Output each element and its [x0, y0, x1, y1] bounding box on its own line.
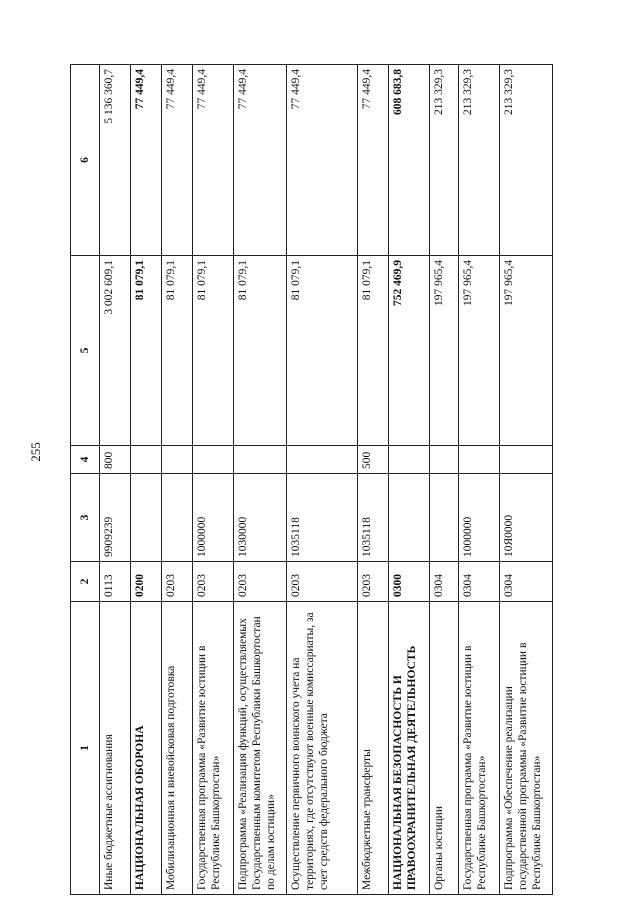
row-name: Государственная программа «Развитие юстиции в Республике Башкортостан»: [459, 602, 500, 895]
table-container: [70, 65, 544, 895]
target-code: [131, 474, 162, 562]
amount-col5: 81 079,1: [162, 256, 193, 446]
section-code: 0203: [193, 562, 234, 602]
expense-type-code: 800: [100, 446, 131, 474]
amount-col6: 77 449,4: [287, 65, 358, 256]
target-code: 1000000: [459, 474, 500, 562]
expense-type-code: [459, 446, 500, 474]
amount-col5: 752 469,9: [389, 256, 430, 446]
amount-col5: 197 965,4: [430, 256, 459, 446]
expense-type-code: [162, 446, 193, 474]
section-code: 0304: [430, 562, 459, 602]
table-row: [100, 65, 131, 895]
amount-col5: 197 965,4: [500, 256, 553, 446]
target-code: 1000000: [193, 474, 234, 562]
section-code: 0203: [234, 562, 287, 602]
section-code: 0304: [500, 562, 553, 602]
amount-col5: 81 079,1: [131, 256, 162, 446]
section-code: 0304: [459, 562, 500, 602]
target-code: 1035118: [358, 474, 389, 562]
amount-col6: 5 136 360,7: [100, 65, 131, 256]
table-row: [162, 65, 193, 895]
row-name: НАЦИОНАЛЬНАЯ ОБОРОНА: [131, 602, 162, 895]
table-row: [193, 65, 234, 895]
expense-type-code: [500, 446, 553, 474]
expense-type-code: [234, 446, 287, 474]
header-cell: 1: [71, 602, 100, 895]
table-row: [389, 65, 430, 895]
page-number: 255: [28, 442, 43, 462]
header-cell: 2: [71, 562, 100, 602]
header-cell: 3: [71, 474, 100, 562]
amount-col6: 77 449,4: [358, 65, 389, 256]
section-code: 0203: [358, 562, 389, 602]
target-code: [430, 474, 459, 562]
section-code: 0300: [389, 562, 430, 602]
row-name: Мобилизационная и вневойсковая подготовка: [162, 602, 193, 895]
table-row: [287, 65, 358, 895]
section-code: 0113: [100, 562, 131, 602]
amount-col5: 81 079,1: [193, 256, 234, 446]
row-name: Государственная программа «Развитие юстиции в Республике Башкортостан»: [193, 602, 234, 895]
amount-col6: 213 329,3: [500, 65, 553, 256]
table-row: [500, 65, 553, 895]
amount-col5: 81 079,1: [287, 256, 358, 446]
amount-col6: 77 449,4: [234, 65, 287, 256]
row-name: Межбюджетные трансферты: [358, 602, 389, 895]
row-name: Осуществление первичного воинского учета на территориях, где отсутствуют военные комиссариаты, за счет средств федерального бюджета: [287, 602, 358, 895]
table-row: [358, 65, 389, 895]
amount-col5: 81 079,1: [358, 256, 389, 446]
amount-col6: 77 449,4: [162, 65, 193, 256]
amount-col6: 213 329,3: [430, 65, 459, 256]
expense-type-code: [287, 446, 358, 474]
amount-col5: 3 002 609,1: [100, 256, 131, 446]
header-cell: 5: [71, 256, 100, 446]
target-code: [389, 474, 430, 562]
target-code: 1035118: [287, 474, 358, 562]
target-code: 9909239: [100, 474, 131, 562]
row-name: Органы юстиции: [430, 602, 459, 895]
amount-col6: 213 329,3: [459, 65, 500, 256]
amount-col6: 608 683,8: [389, 65, 430, 256]
table-row: [459, 65, 500, 895]
table-row: [131, 65, 162, 895]
expense-type-code: [389, 446, 430, 474]
target-code: 10Я0000: [500, 474, 553, 562]
expense-type-code: [131, 446, 162, 474]
target-code: [162, 474, 193, 562]
budget-table: [70, 64, 553, 895]
amount-col5: 81 079,1: [234, 256, 287, 446]
section-code: 0203: [162, 562, 193, 602]
row-name: НАЦИОНАЛЬНАЯ БЕЗОПАСНОСТЬ И ПРАВООХРАНИТЕЛЬНАЯ ДЕЯТЕЛЬНОСТЬ: [389, 602, 430, 895]
header-cell: 6: [71, 65, 100, 256]
amount-col5: 197 965,4: [459, 256, 500, 446]
row-name: Подпрограмма «Реализация функций, осуществляемых Государственным комитетом Республики Башкортостан по делам юстиции»: [234, 602, 287, 895]
expense-type-code: [193, 446, 234, 474]
amount-col6: 77 449,4: [131, 65, 162, 256]
expense-type-code: [430, 446, 459, 474]
expense-type-code: 500: [358, 446, 389, 474]
table-row: [430, 65, 459, 895]
section-code: 0203: [287, 562, 358, 602]
target-code: 1030000: [234, 474, 287, 562]
section-code: 0200: [131, 562, 162, 602]
table-row: [234, 65, 287, 895]
header-row: [71, 65, 100, 895]
row-name: Подпрограмма «Обеспечение реализации государственной программы «Развитие юстиции в Республике Башкортостан»: [500, 602, 553, 895]
header-cell: 4: [71, 446, 100, 474]
row-name: Иные бюджетные ассигнования: [100, 602, 131, 895]
amount-col6: 77 449,4: [193, 65, 234, 256]
